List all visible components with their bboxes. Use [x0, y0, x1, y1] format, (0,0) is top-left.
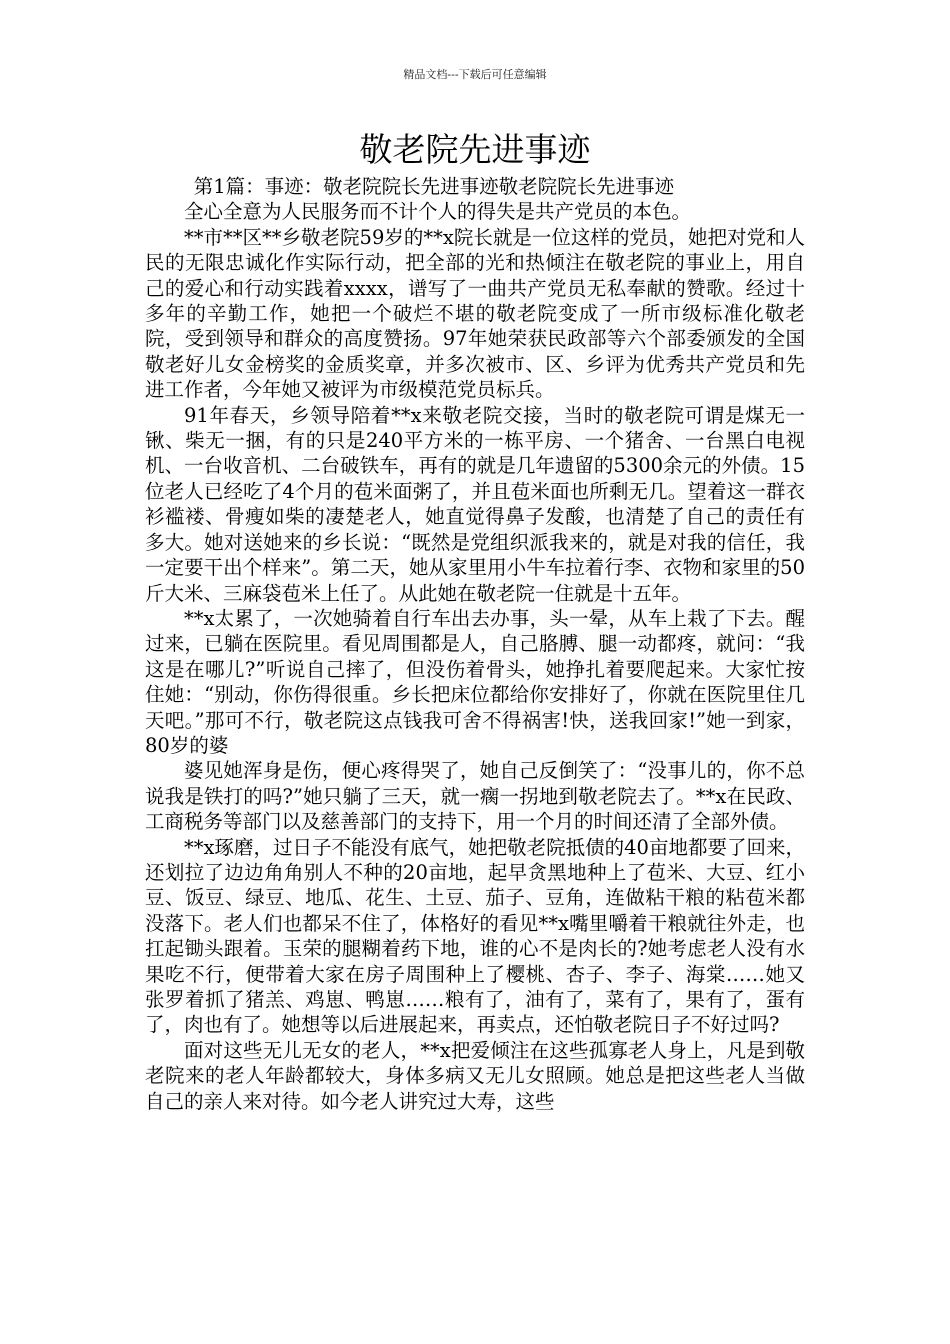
document-subtitle: 第1篇：事迹：敬老院院长先进事迹敬老院院长先进事迹: [193, 175, 675, 198]
paragraph-1: 全心全意为人民服务而不计个人的得失是共产党员的本色。: [184, 200, 692, 224]
document-body: [145, 174, 805, 1114]
paragraph-4: **x太累了，一次她骑着自行车出去办事，头一晕，从车上栽了下去。醒过来，已躺在医院里。看见周围都是人，自己胳膊、腿一动都疼，就问：“我这是在哪儿?”听说自己摔了，但没伤着骨头，她挣扎着要爬起来。大家忙按住她：“别动，你伤得很重。乡长把床位都给你安排好了，你就在医院里住几天吧。”那可不行，敬老院这点钱我可舍不得祸害!快，送我回家!”她一到家，80岁的婆: [145, 606, 805, 757]
paragraph-2: **市**区**乡敬老院59岁的**x院长就是一位这样的党员，她把对党和人民的无限忠诚化作实际行动，把全部的光和热倾注在敬老院的事业上，用自己的爱心和行动实践着xxxx，谱写了一曲共产党员无私奉献的赞歌。经过十多年的辛勤工作，她把一个破烂不堪的敬老院变成了一所市级标准化敬老院，受到领导和群众的高度赞扬。97年她荣获民政部等六个部委颁发的全国敬老好儿女金榜奖的金质奖章，并多次被市、区、乡评为优秀共产党员和先进工作者，今年她又被评为市级模范党员标兵。: [145, 225, 805, 402]
paragraph-3: 91年春天，乡领导陪着**x来敬老院交接，当时的敬老院可谓是煤无一锹、柴无一捆，有的只是240平方米的一栋平房、一个猪舍、一台黑白电视机、一台收音机、二台破铁车，再有的就是几年遗留的5300余元的外债。15位老人已经吃了4个月的苞米面粥了，并且苞米面也所剩无几。望着这一群衣衫褴褛、骨瘦如柴的凄楚老人，她直觉得鼻子发酸，也清楚了自己的责任有多大。她对送她来的乡长说：“既然是党组织派我来的，就是对我的信任，我一定要干出个样来”。第二天，她从家里用小牛车拉着行李、衣物和家里的50斤大米、三麻袋苞米上任了。从此她在敬老院一住就是十五年。: [145, 403, 805, 605]
document-title: 敬老院先进事迹: [359, 130, 591, 169]
paragraph-7: 面对这些无儿无女的老人，**x把爱倾注在这些孤寡老人身上，凡是到敬老院来的老人年龄都较大，身体多病又无儿女照顾。她总是把这些老人当做自己的亲人来对待。如今老人讲究过大寿，这些: [145, 1038, 805, 1113]
paragraph-5: 婆见她浑身是伤，便心疼得哭了，她自己反倒笑了：“没事儿的，你不总说我是铁打的吗?”她只躺了三天，就一瘸一拐地到敬老院去了。**x在民政、工商税务等部门以及慈善部门的支持下，用一个月的时间还清了全部外债。: [145, 759, 805, 834]
paragraph-6: **x琢磨，过日子不能没有底气，她把敬老院抵债的40亩地都要了回来，还划拉了边边角角别人不种的20亩地，起早贪黑地种上了苞米、大豆、红小豆、饭豆、绿豆、地瓜、花生、土豆、茄子、豆角，连做粘干粮的粘苞米都没落下。老人们也都呆不住了，体格好的看见**x嘴里嚼着干粮就往外走，也扛起锄头跟着。玉荣的腿糊着药下地，谁的心不是肉长的?她考虑老人没有水果吃不行，便带着大家在房子周围种上了樱桃、杏子、李子、海棠……她又张罗着抓了猪羔、鸡崽、鸭崽……粮有了，油有了，菜有了，果有了，蛋有了，肉也有了。她想等以后进展起来，再卖点，还怕敬老院日子不好过吗?: [145, 835, 805, 1037]
page-header-watermark: 精品文档---下载后可任意编辑: [403, 68, 547, 81]
